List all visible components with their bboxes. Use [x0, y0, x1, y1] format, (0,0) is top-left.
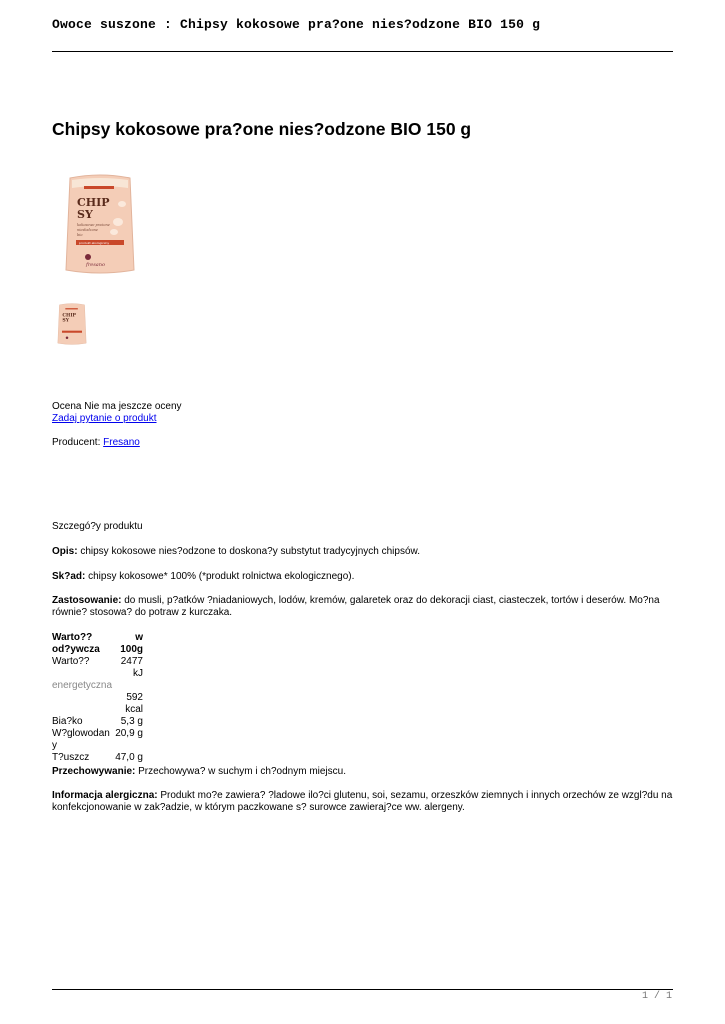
zastosowanie-text-2: równie? stosowa? do potraw z kurczaka. — [52, 607, 233, 618]
zastosowanie-text-1: do musli, p?atków ?niadaniowych, lodów, kremów, galaretek oraz do dekoracji ciast, ciasteczek, tortów i deserów. Mo?na — [121, 595, 660, 606]
producer-line — [52, 437, 140, 449]
przechowywanie-line — [52, 766, 346, 778]
product-thumbnail[interactable] — [57, 301, 87, 347]
footer-rule — [52, 989, 673, 990]
table-row — [52, 656, 143, 668]
nutrition-header-2: od?ywcza — [52, 644, 100, 655]
table-row — [52, 740, 143, 752]
table-row — [52, 632, 143, 644]
header-rule — [52, 51, 673, 52]
fat-value: 47,0 g — [115, 752, 143, 763]
przechowywanie-label: Przechowywanie: — [52, 766, 136, 777]
image-text-chip: CHIP — [77, 196, 110, 209]
zastosowanie-line — [52, 595, 660, 619]
table-row — [52, 704, 143, 716]
product-title: Chipsy kokosowe pra?one nies?odzone BIO 150 g — [52, 119, 472, 139]
fat-label: T?uszcz — [52, 752, 90, 763]
allergy-text-2: konfekcjonowanie w zak?adzie, w którym paczkowane s? surowce zawieraj?ce ww. alergeny. — [52, 802, 465, 813]
table-row — [52, 668, 143, 680]
table-row — [52, 716, 143, 728]
rating-value: Nie ma jeszcze oceny — [84, 401, 182, 412]
protein-label: Bia?ko — [52, 716, 83, 727]
table-row — [52, 692, 143, 704]
table-row — [52, 728, 143, 740]
table-row — [52, 752, 143, 764]
ask-question-link[interactable]: Zadaj pytanie o produkt — [52, 413, 157, 424]
nutrition-table — [52, 632, 143, 764]
nutrition-header-1: Warto?? — [52, 632, 93, 643]
sklad-text: chipsy kokosowe* 100% (*produkt rolnictwa ekologicznego). — [85, 571, 355, 582]
image-text-band: produkt ekologiczny — [79, 241, 110, 245]
image-text-brand: fresano — [86, 262, 105, 268]
energy-kj-value: 2477 — [120, 656, 143, 667]
table-row — [52, 644, 143, 656]
carb-value: 20,9 g — [115, 728, 143, 739]
allergy-text-1: Produkt mo?e zawiera? ?ladowe ilo?ci glutenu, soi, sezamu, orzeszków ziemnych i innych orzechów ze wzgl?du na — [157, 790, 673, 801]
rating-label: Ocena — [52, 401, 82, 412]
opis-label: Opis: — [52, 546, 78, 557]
carb-label-2: y — [52, 740, 57, 751]
nutrition-header-per: w — [135, 632, 143, 643]
producer-label: Producent: — [52, 437, 101, 448]
allergy-label: Informacja alergiczna: — [52, 790, 158, 801]
page-number: 1 / 1 — [641, 991, 672, 1002]
przechowywanie-text: Przechowywa? w suchym i ch?odnym miejscu. — [135, 766, 346, 777]
energy-kcal-unit: kcal — [125, 704, 143, 715]
sklad-line — [52, 571, 354, 583]
image-text-sy: SY — [77, 208, 93, 221]
nutrition-header-100g: 100g — [120, 644, 143, 655]
details-heading: Szczegó?y produktu — [52, 521, 143, 532]
ask-question-row — [52, 413, 157, 425]
energy-kj-unit: kJ — [133, 668, 143, 679]
opis-line — [52, 546, 420, 558]
thumb-text-chip: CHIP — [62, 313, 76, 319]
rating-line — [52, 401, 182, 413]
sklad-label: Sk?ad: — [52, 571, 86, 582]
image-text-sub2: niesłodzone — [77, 228, 98, 232]
carb-label-1: W?glowodan — [52, 728, 110, 739]
opis-text: chipsy kokosowe nies?odzone to doskona?y substytut tradycyjnych chipsów. — [77, 546, 420, 557]
allergy-line — [52, 790, 672, 814]
energy-label-2: energetyczna — [52, 680, 113, 691]
energy-label-1: Warto?? — [52, 656, 90, 667]
running-header: Owoce suszone : Chipsy kokosowe pra?one nies?odzone BIO 150 g — [52, 17, 541, 32]
image-text-sub3: bio — [77, 233, 83, 237]
energy-kcal-value: 592 — [126, 692, 143, 703]
thumb-text-sy: SY — [62, 318, 69, 324]
zastosowanie-label: Zastosowanie: — [52, 595, 122, 606]
product-image — [64, 174, 136, 274]
image-text-sub1: kokosowe prażone — [77, 223, 110, 227]
protein-value: 5,3 g — [120, 716, 143, 727]
table-row — [52, 680, 143, 692]
producer-link[interactable]: Fresano — [103, 437, 140, 448]
